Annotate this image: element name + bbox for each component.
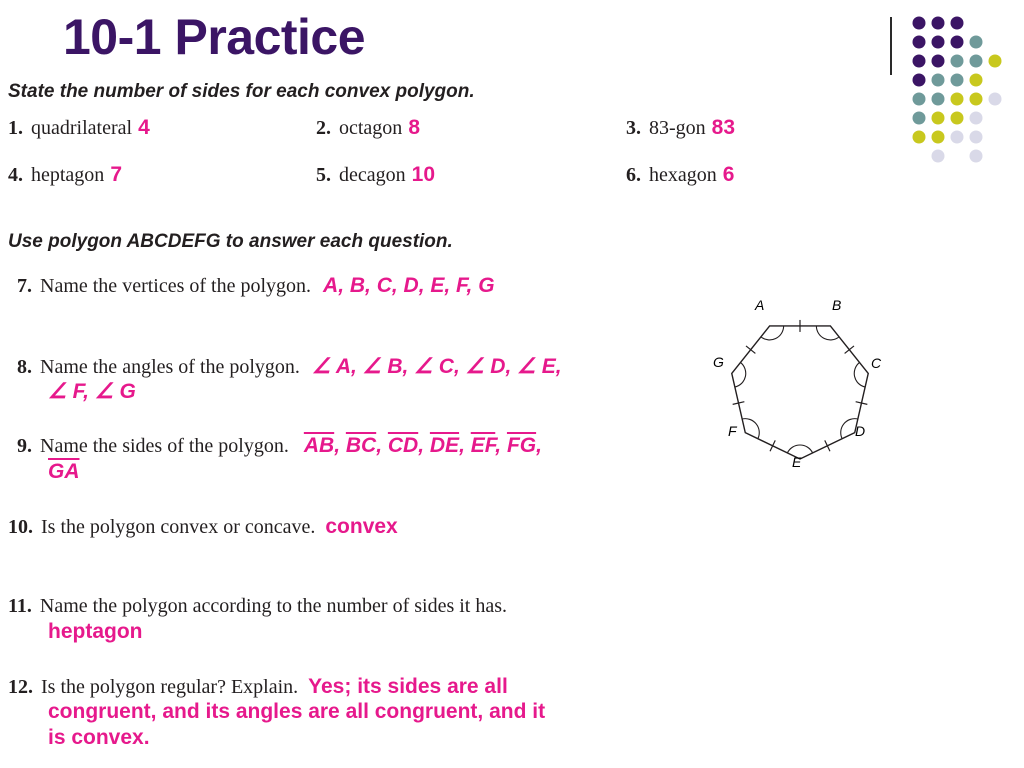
- question-5: [316, 163, 435, 187]
- vertex-label-f: F: [728, 423, 737, 439]
- decorative-dot: [913, 55, 926, 68]
- decorative-dot: [951, 93, 964, 106]
- decorative-dot: [932, 112, 945, 125]
- question-number: 9.: [17, 435, 32, 457]
- decorative-dot: [932, 150, 945, 163]
- congruent-side-tick: [770, 440, 775, 451]
- decorative-dot: [932, 93, 945, 106]
- answer: 6: [722, 163, 735, 186]
- answer-line-3: is convex.: [48, 726, 150, 749]
- answer-sides: $\overline{AB}$, $\overline{BC}$, $\overline{CD}$, $\overline{DE}$, $\overline{EF}$, $\overline{FG}$,: [303, 434, 542, 457]
- question-number: 8.: [17, 356, 32, 378]
- decorative-dot: [970, 112, 983, 125]
- heptagon-shape: [732, 320, 868, 459]
- question-9: [17, 434, 542, 458]
- decorative-dot: [970, 93, 983, 106]
- answer: A, B, C, D, E, F, G: [323, 274, 495, 297]
- answer: 7: [110, 163, 122, 186]
- question-text: Is the polygon regular? Explain.: [41, 676, 299, 698]
- decorative-dot: [951, 74, 964, 87]
- answer: 83: [711, 116, 736, 139]
- decorative-dot: [932, 36, 945, 49]
- question-12: [8, 675, 508, 699]
- answer-line-1: Yes; its sides are all: [308, 675, 508, 698]
- question-number: 7.: [17, 275, 32, 297]
- decorative-dot: [913, 93, 926, 106]
- vertex-label-g: G: [713, 354, 724, 370]
- decorative-dot: [970, 74, 983, 87]
- question-text: quadrilateral: [31, 117, 133, 139]
- decorative-dot: [913, 131, 926, 144]
- question-2: [316, 116, 420, 140]
- answer-sides-line-2: [48, 460, 80, 484]
- congruent-angle-arc: [854, 362, 865, 387]
- answer: convex: [325, 515, 398, 538]
- decorative-dot: [932, 55, 945, 68]
- vertex-label-e: E: [792, 454, 802, 470]
- side-ga: $\overline{GA}$: [48, 460, 80, 483]
- decorative-dot: [989, 55, 1002, 68]
- decorative-dot: [951, 131, 964, 144]
- question-11: [8, 595, 507, 618]
- question-10: [8, 515, 398, 539]
- answer: 10: [411, 163, 435, 186]
- side-bc: $\overline{BC}$: [345, 434, 377, 457]
- decorative-dot: [932, 17, 945, 30]
- side-ab: $\overline{AB}$: [303, 434, 335, 457]
- decorative-dot: [989, 93, 1002, 106]
- answer-line-1: ∠ A, ∠ B, ∠ C, ∠ D, ∠ E,: [311, 355, 562, 378]
- question-text: 83-gon: [649, 117, 706, 139]
- decorative-dot: [951, 55, 964, 68]
- question-8: [17, 354, 562, 379]
- question-text: heptagon: [31, 164, 105, 186]
- decorative-dot: [951, 17, 964, 30]
- heptagon-outline: [732, 326, 868, 459]
- question-number: 6.: [626, 164, 641, 186]
- answer: 8: [408, 116, 420, 139]
- question-number: 12.: [8, 676, 33, 698]
- decorative-dot: [913, 17, 926, 30]
- decorative-dot: [913, 74, 926, 87]
- instruction-polygon: Use polygon ABCDEFG to answer each question.: [8, 231, 453, 252]
- decorative-dot: [951, 112, 964, 125]
- congruent-side-tick: [746, 346, 755, 353]
- vertex-label-a: A: [755, 297, 765, 313]
- question-3: [626, 116, 735, 140]
- question-text: Name the polygon according to the number of sides it has.: [39, 595, 508, 617]
- side-de: $\overline{DE}$: [429, 434, 460, 457]
- question-4: [8, 163, 122, 187]
- question-number: 1.: [8, 117, 23, 139]
- vertex-label-d: D: [855, 423, 866, 439]
- congruent-angle-arc: [787, 445, 812, 453]
- decorative-dot: [970, 150, 983, 163]
- side-fg: $\overline{FG}$: [506, 434, 537, 457]
- answer: heptagon: [48, 620, 143, 643]
- decorative-dot: [951, 36, 964, 49]
- question-number: 4.: [8, 164, 23, 186]
- decorative-dot: [932, 131, 945, 144]
- question-number: 11.: [8, 595, 32, 617]
- side-ef: $\overline{EF}$: [470, 434, 496, 457]
- congruent-angle-arc: [735, 362, 746, 387]
- question-text: decagon: [339, 164, 406, 186]
- decorative-dot: [913, 112, 926, 125]
- decorative-dot: [913, 36, 926, 49]
- decorative-dot: [970, 131, 983, 144]
- question-number: 3.: [626, 117, 641, 139]
- question-text: Name the angles of the polygon.: [40, 356, 300, 378]
- page-title: 10-1 Practice: [63, 9, 366, 65]
- question-text: octagon: [339, 117, 403, 139]
- side-cd: $\overline{CD}$: [387, 434, 419, 457]
- question-number: 2.: [316, 117, 331, 139]
- question-7: [17, 274, 495, 298]
- heptagon-figure: [700, 290, 900, 480]
- answer-line-2: ∠ F, ∠ G: [48, 380, 136, 403]
- decorative-dot: [932, 74, 945, 87]
- question-6: [626, 163, 734, 187]
- decorative-dot: [970, 36, 983, 49]
- decorative-dot: [970, 55, 983, 68]
- vertex-label-c: C: [871, 355, 882, 371]
- vertex-label-b: B: [832, 297, 842, 313]
- question-number: 5.: [316, 164, 331, 186]
- question-text: Name the vertices of the polygon.: [40, 275, 312, 297]
- question-1: [8, 116, 150, 140]
- question-text: Name the sides of the polygon.: [40, 435, 289, 457]
- congruent-side-tick: [825, 440, 830, 451]
- answer-line-2: congruent, and its angles are all congruent, and it: [48, 700, 546, 723]
- instruction-sides: State the number of sides for each convex polygon.: [8, 81, 475, 102]
- answer: 4: [138, 116, 150, 139]
- question-text: hexagon: [649, 164, 717, 186]
- congruent-side-tick: [845, 346, 854, 353]
- question-number: 10.: [8, 516, 33, 538]
- question-text: Is the polygon convex or concave.: [41, 516, 316, 538]
